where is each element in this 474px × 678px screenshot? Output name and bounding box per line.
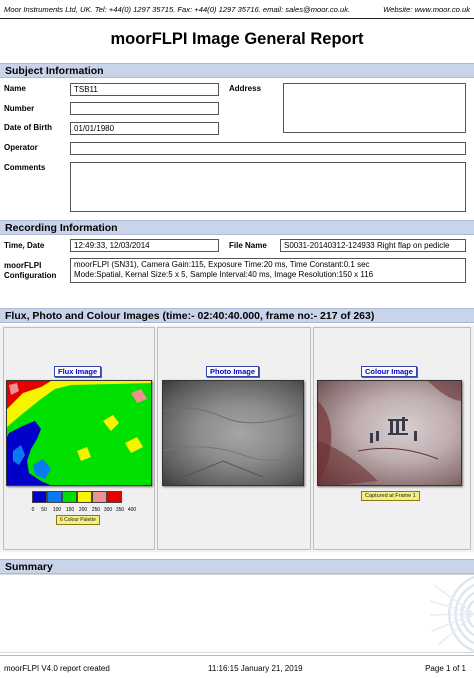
- footer-page-number: Page 1 of 1: [425, 664, 466, 673]
- flux-image-tag: Flux Image: [54, 366, 101, 377]
- footer-rule: [0, 655, 474, 656]
- comments-label: Comments: [4, 163, 46, 172]
- palette-tick-250: 250: [91, 507, 101, 513]
- number-field[interactable]: [70, 102, 219, 115]
- address-label: Address: [229, 84, 262, 93]
- palette-tick-200: 200: [78, 507, 88, 513]
- config-line-2: Mode:Spatial, Kernal Size:5 x 5, Sample Interval:40 ms, Image Resolution:150 x 116: [74, 270, 374, 279]
- company-header: [4, 5, 470, 17]
- time-label: Time, Date: [4, 241, 45, 250]
- header-rule: [0, 18, 474, 19]
- images-section-title: Flux, Photo and Colour Images (time:- 02:40:40.000, frame no:- 217 of 263): [5, 310, 375, 322]
- company-contact: Moor Instruments Ltd, UK. Tel: +44(0) 1297 35715. Fax: +44(0) 1297 35716. email: sales@moor.co.uk.: [4, 5, 351, 14]
- file-name-field[interactable]: S0031-20140312-124933 Right flap on pedicle: [280, 239, 466, 252]
- moor-watermark-logo: [394, 575, 474, 654]
- palette-swatch-2: [47, 491, 62, 503]
- summary-section-bar: [0, 559, 474, 574]
- photo-texture-graphic: [163, 381, 304, 486]
- palette-label: 6 Colour Palette: [56, 515, 100, 525]
- captured-at-frame-tag: Captured at Frame 1: [361, 491, 420, 501]
- palette-swatch-1: [32, 491, 47, 503]
- summary-section-title: Summary: [5, 561, 53, 573]
- palette-tick-400: 400: [127, 507, 137, 513]
- palette-tick-300: 300: [103, 507, 113, 513]
- flux-image[interactable]: [6, 380, 152, 486]
- config-field[interactable]: [70, 258, 466, 283]
- dob-label: Date of Birth: [4, 123, 52, 132]
- number-label: Number: [4, 104, 35, 113]
- footer-report-created: moorFLPI V4.0 report created: [4, 664, 110, 673]
- palette-tick-0: 0: [31, 507, 35, 513]
- recording-section-bar: [0, 220, 474, 235]
- palette-tick-150: 150: [65, 507, 75, 513]
- photo-image-tag: Photo Image: [206, 366, 259, 377]
- recording-section-title: Recording Information: [5, 222, 118, 234]
- palette-swatch-5: [92, 491, 107, 503]
- images-section-bar: [0, 308, 474, 323]
- operator-field[interactable]: [70, 142, 466, 155]
- colour-image[interactable]: [317, 380, 462, 486]
- palette-swatch-3: [62, 491, 77, 503]
- palette-swatch-4: [77, 491, 92, 503]
- operator-label: Operator: [4, 143, 38, 152]
- summary-area: [0, 574, 474, 653]
- comments-field[interactable]: [70, 162, 466, 212]
- config-label-line2: Configuration: [4, 271, 57, 280]
- config-label-line1: moorFLPI: [4, 261, 42, 270]
- report-title: moorFLPI Image General Report: [110, 30, 364, 48]
- subject-section-title: Subject Information: [5, 65, 104, 77]
- file-name-label: File Name: [229, 241, 267, 250]
- palette-tick-100: 100: [52, 507, 62, 513]
- colour-image-tag: Colour Image: [361, 366, 417, 377]
- flux-map-graphic: [7, 381, 152, 486]
- company-website: Website: www.moor.co.uk: [383, 5, 470, 14]
- subject-section-bar: [0, 63, 474, 78]
- footer-timestamp: 11:16:15 January 21, 2019: [208, 664, 303, 673]
- name-field[interactable]: TSB11: [70, 83, 219, 96]
- palette-tick-50: 50: [41, 507, 47, 513]
- palette-swatch-6: [107, 491, 122, 503]
- config-line-1: moorFLPI (SN31), Camera Gain:115, Exposure Time:20 ms, Time Constant:0.1 sec: [74, 260, 370, 269]
- palette-tick-350: 350: [115, 507, 125, 513]
- name-label: Name: [4, 84, 26, 93]
- photo-image[interactable]: [162, 380, 304, 486]
- address-field[interactable]: [283, 83, 466, 133]
- dob-field[interactable]: 01/01/1980: [70, 122, 219, 135]
- time-field[interactable]: 12:49:33, 12/03/2014: [70, 239, 219, 252]
- colour-photo-graphic: [318, 381, 462, 486]
